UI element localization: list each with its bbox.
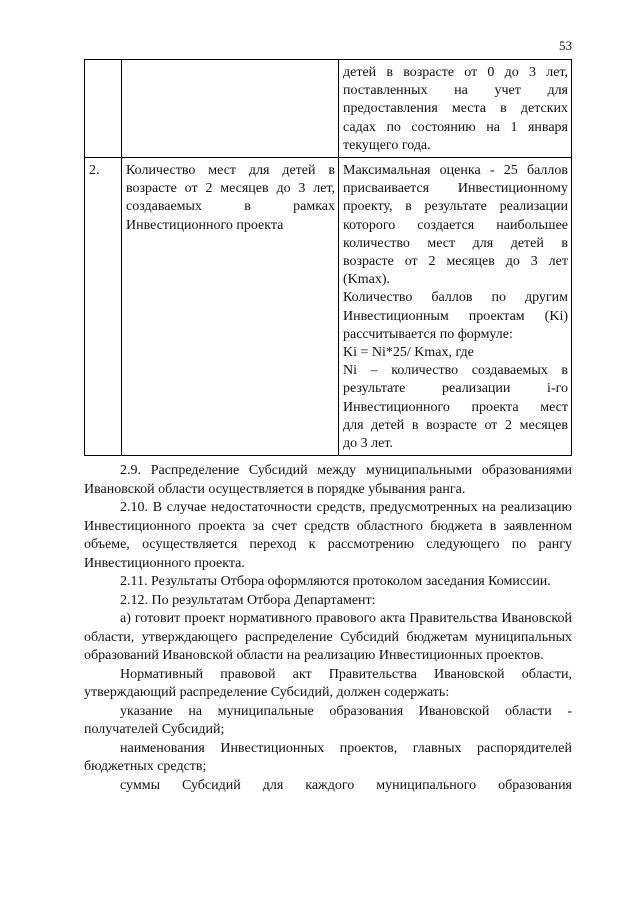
text-line: результате реализации i-го (343, 381, 568, 397)
row-number-cell: 2. (85, 158, 122, 456)
text-line: Инвестиционного проекта (126, 217, 284, 233)
text-line: возрасте от 2 месяцев до 3 лет, (126, 181, 335, 197)
text-line: для детей в возрасте от 2 месяцев (343, 417, 568, 433)
method-cell (339, 60, 572, 158)
text-line: которого создается наибольшее (343, 217, 568, 233)
criterion-cell (122, 158, 339, 456)
text-line: Ni – количество создаваемых в (343, 363, 568, 379)
text-line: Количество баллов по другим (343, 290, 568, 306)
table-row (85, 60, 572, 158)
table-row (85, 158, 572, 456)
paragraph-2-11: 2.11. Результаты Отбора оформляются протоколом заседания Комиссии. (120, 574, 551, 589)
text-line: создаваемых в рамках (126, 199, 335, 215)
text-line: присваивается Инвестиционному (343, 181, 568, 197)
formula-line: Ki = Ni*25/ Kmax, где (343, 345, 474, 361)
page-number: 53 (559, 38, 572, 53)
paragraph-project-names: наименования Инвестиционных проектов, главных распорядителей бюджетных средств; (84, 740, 572, 774)
text-line: садах по состоянию на 1 января (343, 119, 568, 135)
criterion-cell (122, 60, 339, 158)
criteria-table (84, 59, 572, 456)
method-cell (339, 158, 572, 456)
text-line: Инвестиционного проекта мест (343, 399, 568, 415)
text-line: до 3 лет. (343, 436, 393, 452)
text-line: предоставления места в детских (343, 101, 568, 117)
row-number-cell (85, 60, 122, 158)
paragraph-2-10: 2.10. В случае недостаточности средств, предусмотренных на реализацию Инвестиционного проекта за счет средств областного бюджета в заявленном объеме, осуществляется переход к рассмотрению следующего по рангу Инвестиционного проекта. (84, 500, 572, 571)
paragraph-2-12: 2.12. По результатам Отбора Департамент: (120, 592, 376, 608)
paragraph-2-9: 2.9. Распределение Субсидий между муниципальными образованиями Ивановской области осуществляется в порядке убывания ранга. (84, 463, 572, 497)
paragraph-item-a: а) готовит проект нормативного правового акта Правительства Ивановской области, утверждающего распределение Субсидий бюджетам муниципальных образований Ивановской области на реализацию Инвестиционных проектов. (84, 611, 572, 663)
text-line: Максимальная оценка - 25 баллов (343, 163, 568, 179)
paragraph-amounts: суммы Субсидий для каждого муниципального образования (120, 777, 572, 793)
text-line: Инвестиционным проектам (Ki) (343, 308, 568, 324)
paragraph-act-content: Нормативный правовой акт Правительства Ивановской области, утверждающий распределение Субсидий, должен содержать: (84, 666, 572, 700)
text-line: рассчитывается по формуле: (343, 326, 513, 342)
text-line: текущего года. (343, 137, 431, 153)
body-text (84, 462, 572, 795)
paragraph-recipients: указание на муниципальные образования Ивановской области - получателей Субсидий; (84, 703, 572, 737)
text-line: количество мест для детей в (343, 235, 568, 251)
text-line: возрасте от 2 месяцев до 3 лет (343, 254, 568, 270)
text-line: (Kmax). (343, 272, 391, 288)
text-line: проекту, в результате реализации (343, 199, 568, 215)
text-line: поставленных на учет для (343, 83, 568, 99)
text-line: Количество мест для детей в (126, 163, 335, 179)
text-line: детей в возрасте от 0 до 3 лет, (343, 65, 568, 80)
